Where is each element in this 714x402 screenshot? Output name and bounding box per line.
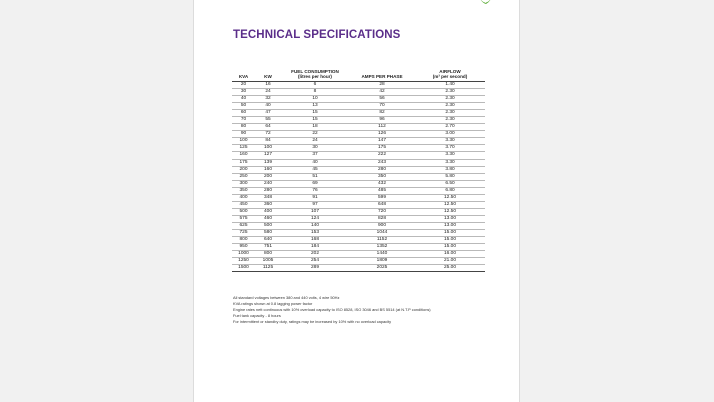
cell-airflow: 3.30 xyxy=(415,159,485,166)
cell-amps: 112 xyxy=(349,124,415,131)
cell-kva: 625 xyxy=(232,222,255,229)
footnote: All standard voltages between 380 and 440 volts, 4 wire 50Hz xyxy=(233,295,340,300)
cell-amps: 2025 xyxy=(349,265,415,272)
cell-fuel: 91 xyxy=(281,194,349,201)
cell-kw: 1125 xyxy=(255,265,281,272)
table-row xyxy=(232,110,485,117)
cell-kva: 950 xyxy=(232,244,255,251)
cell-kva: 500 xyxy=(232,208,255,215)
table-row xyxy=(232,201,485,208)
cell-kw: 139 xyxy=(255,159,281,166)
cell-amps: 96 xyxy=(349,117,415,124)
table-row xyxy=(232,237,485,244)
cell-amps: 350 xyxy=(349,173,415,180)
cell-fuel: 6 xyxy=(281,82,349,89)
cell-kw: 800 xyxy=(255,251,281,258)
table-row xyxy=(232,152,485,159)
table-row xyxy=(232,208,485,215)
cell-kw: 751 xyxy=(255,244,281,251)
cell-airflow: 15.00 xyxy=(415,229,485,236)
cell-kva: 125 xyxy=(232,145,255,152)
cell-amps: 82 xyxy=(349,110,415,117)
cell-airflow: 3.30 xyxy=(415,152,485,159)
page-title: TECHNICAL SPECIFICATIONS xyxy=(233,29,401,41)
cell-fuel: 69 xyxy=(281,180,349,187)
table-row xyxy=(232,96,485,103)
cell-kva: 60 xyxy=(232,110,255,117)
cell-amps: 280 xyxy=(349,166,415,173)
cell-kw: 460 xyxy=(255,215,281,222)
header-amps-per-phase: AMPS PER PHASE xyxy=(349,66,415,82)
cell-fuel: 10 xyxy=(281,96,349,103)
cell-kva: 450 xyxy=(232,201,255,208)
cell-kva: 160 xyxy=(232,152,255,159)
cell-airflow: 13.00 xyxy=(415,215,485,222)
cell-amps: 70 xyxy=(349,103,415,110)
cell-airflow: 3.00 xyxy=(415,131,485,138)
cell-fuel: 153 xyxy=(281,229,349,236)
cell-kw: 40 xyxy=(255,103,281,110)
cell-kw: 24 xyxy=(255,89,281,96)
cell-airflow: 5.80 xyxy=(415,173,485,180)
cell-fuel: 30 xyxy=(281,145,349,152)
cell-kva: 50 xyxy=(232,103,255,110)
header-fuel-consumption: FUEL CONSUMPTION (litres per hour) xyxy=(281,66,349,82)
cell-airflow: 2.30 xyxy=(415,89,485,96)
cell-fuel: 15 xyxy=(281,110,349,117)
cell-airflow: 2.30 xyxy=(415,117,485,124)
cell-amps: 1440 xyxy=(349,251,415,258)
cell-airflow: 2.30 xyxy=(415,103,485,110)
cell-fuel: 140 xyxy=(281,222,349,229)
cell-kva: 300 xyxy=(232,180,255,187)
cell-fuel: 15 xyxy=(281,117,349,124)
cell-fuel: 51 xyxy=(281,173,349,180)
cell-kw: 240 xyxy=(255,180,281,187)
cell-kw: 72 xyxy=(255,131,281,138)
cell-amps: 720 xyxy=(349,208,415,215)
cell-kw: 348 xyxy=(255,194,281,201)
cell-amps: 432 xyxy=(349,180,415,187)
cell-amps: 56 xyxy=(349,96,415,103)
cell-amps: 1044 xyxy=(349,229,415,236)
cell-fuel: 168 xyxy=(281,237,349,244)
cell-kw: 580 xyxy=(255,229,281,236)
footnote: Fuel tank capacity - 8 hours xyxy=(233,312,281,318)
cell-kva: 725 xyxy=(232,229,255,236)
cell-kva: 70 xyxy=(232,117,255,124)
cell-kva: 20 xyxy=(232,82,255,89)
cell-kva: 30 xyxy=(232,89,255,96)
cell-amps: 828 xyxy=(349,215,415,222)
cell-fuel: 13 xyxy=(281,103,349,110)
header-kva: KVA xyxy=(232,66,255,82)
cell-airflow: 12.50 xyxy=(415,194,485,201)
cell-kw: 500 xyxy=(255,222,281,229)
cell-airflow: 16.00 xyxy=(415,251,485,258)
specifications-table-body xyxy=(232,82,485,272)
table-header-row xyxy=(232,66,485,82)
cell-fuel: 45 xyxy=(281,166,349,173)
cell-fuel: 202 xyxy=(281,251,349,258)
cell-kva: 90 xyxy=(232,131,255,138)
cell-amps: 1809 xyxy=(349,258,415,265)
cell-amps: 222 xyxy=(349,152,415,159)
cell-kw: 47 xyxy=(255,110,281,117)
cell-amps: 243 xyxy=(349,159,415,166)
cell-airflow: 1.40 xyxy=(415,82,485,89)
cell-kva: 1250 xyxy=(232,258,255,265)
cell-fuel: 289 xyxy=(281,265,349,272)
footnotes xyxy=(233,295,513,325)
table-row xyxy=(232,194,485,201)
cell-kw: 160 xyxy=(255,166,281,173)
table-row xyxy=(232,265,485,272)
cell-fuel: 37 xyxy=(281,152,349,159)
cell-airflow: 3.30 xyxy=(415,138,485,145)
cell-airflow: 6.80 xyxy=(415,187,485,194)
cell-kw: 360 xyxy=(255,201,281,208)
footnote: KVA ratings shown at 0.8 lagging power factor xyxy=(233,300,313,306)
cell-airflow: 21.00 xyxy=(415,258,485,265)
cell-airflow: 2.30 xyxy=(415,110,485,117)
cell-kva: 1500 xyxy=(232,265,255,272)
cell-amps: 599 xyxy=(349,194,415,201)
cell-airflow: 3.80 xyxy=(415,166,485,173)
cell-airflow: 6.50 xyxy=(415,180,485,187)
cell-fuel: 254 xyxy=(281,258,349,265)
cell-kva: 175 xyxy=(232,159,255,166)
cell-kw: 64 xyxy=(255,124,281,131)
cell-amps: 28 xyxy=(349,82,415,89)
header-kw: KW xyxy=(255,66,281,82)
cell-fuel: 8 xyxy=(281,89,349,96)
table-row xyxy=(232,166,485,173)
cell-amps: 175 xyxy=(349,145,415,152)
cell-airflow: 25.00 xyxy=(415,265,485,272)
cell-amps: 648 xyxy=(349,201,415,208)
cell-kw: 127 xyxy=(255,152,281,159)
cell-kw: 55 xyxy=(255,117,281,124)
cell-airflow: 15.00 xyxy=(415,237,485,244)
footnote: For intermittent or standby duty, ratings may be increased by 10% with no overload capacity xyxy=(233,318,392,324)
table-row xyxy=(232,173,485,180)
cell-kva: 400 xyxy=(232,194,255,201)
cell-airflow: 13.00 xyxy=(415,222,485,229)
table-row xyxy=(232,117,485,124)
cell-kw: 16 xyxy=(255,82,281,89)
cell-kw: 32 xyxy=(255,96,281,103)
cell-kw: 1005 xyxy=(255,258,281,265)
cell-amps: 1152 xyxy=(349,237,415,244)
cell-amps: 1352 xyxy=(349,244,415,251)
cell-kw: 100 xyxy=(255,145,281,152)
cell-kw: 400 xyxy=(255,208,281,215)
document-page xyxy=(193,0,520,402)
cell-amps: 42 xyxy=(349,89,415,96)
table-row xyxy=(232,89,485,96)
cell-kva: 80 xyxy=(232,124,255,131)
cell-kva: 250 xyxy=(232,173,255,180)
leaf-check-logo xyxy=(478,0,494,8)
cell-airflow: 15.00 xyxy=(415,244,485,251)
table-row xyxy=(232,138,485,145)
cell-kw: 280 xyxy=(255,187,281,194)
table-row xyxy=(232,82,485,89)
table-row xyxy=(232,124,485,131)
table-row xyxy=(232,103,485,110)
cell-airflow: 2.30 xyxy=(415,96,485,103)
table-row xyxy=(232,251,485,258)
cell-airflow: 12.50 xyxy=(415,208,485,215)
cell-fuel: 107 xyxy=(281,208,349,215)
table-row xyxy=(232,258,485,265)
cell-kva: 1000 xyxy=(232,251,255,258)
cell-airflow: 2.70 xyxy=(415,124,485,131)
cell-airflow: 12.50 xyxy=(415,201,485,208)
table-row xyxy=(232,180,485,187)
cell-amps: 485 xyxy=(349,187,415,194)
cell-kw: 200 xyxy=(255,173,281,180)
table-row xyxy=(232,145,485,152)
cell-fuel: 184 xyxy=(281,244,349,251)
cell-fuel: 18 xyxy=(281,124,349,131)
cell-kva: 200 xyxy=(232,166,255,173)
table-row xyxy=(232,244,485,251)
table-row xyxy=(232,159,485,166)
cell-fuel: 76 xyxy=(281,187,349,194)
cell-fuel: 124 xyxy=(281,215,349,222)
cell-fuel: 24 xyxy=(281,138,349,145)
cell-amps: 147 xyxy=(349,138,415,145)
cell-kva: 40 xyxy=(232,96,255,103)
cell-airflow: 3.70 xyxy=(415,145,485,152)
table-row xyxy=(232,222,485,229)
cell-kva: 350 xyxy=(232,187,255,194)
table-row xyxy=(232,215,485,222)
table-row xyxy=(232,131,485,138)
header-airflow: AIRFLOW (m³ per second) xyxy=(415,66,485,82)
cell-amps: 126 xyxy=(349,131,415,138)
table-row xyxy=(232,187,485,194)
table-row xyxy=(232,229,485,236)
cell-amps: 900 xyxy=(349,222,415,229)
cell-kva: 100 xyxy=(232,138,255,145)
cell-fuel: 40 xyxy=(281,159,349,166)
cell-kva: 575 xyxy=(232,215,255,222)
cell-kva: 800 xyxy=(232,237,255,244)
footnote: Engine rates nett continuous with 10% overload capacity to ISO 8528, ISO 3046 and BS 5514 (at N.T.P conditions) xyxy=(233,306,431,312)
cell-kw: 640 xyxy=(255,237,281,244)
cell-fuel: 22 xyxy=(281,131,349,138)
cell-kw: 84 xyxy=(255,138,281,145)
specifications-table xyxy=(232,66,485,272)
cell-fuel: 97 xyxy=(281,201,349,208)
